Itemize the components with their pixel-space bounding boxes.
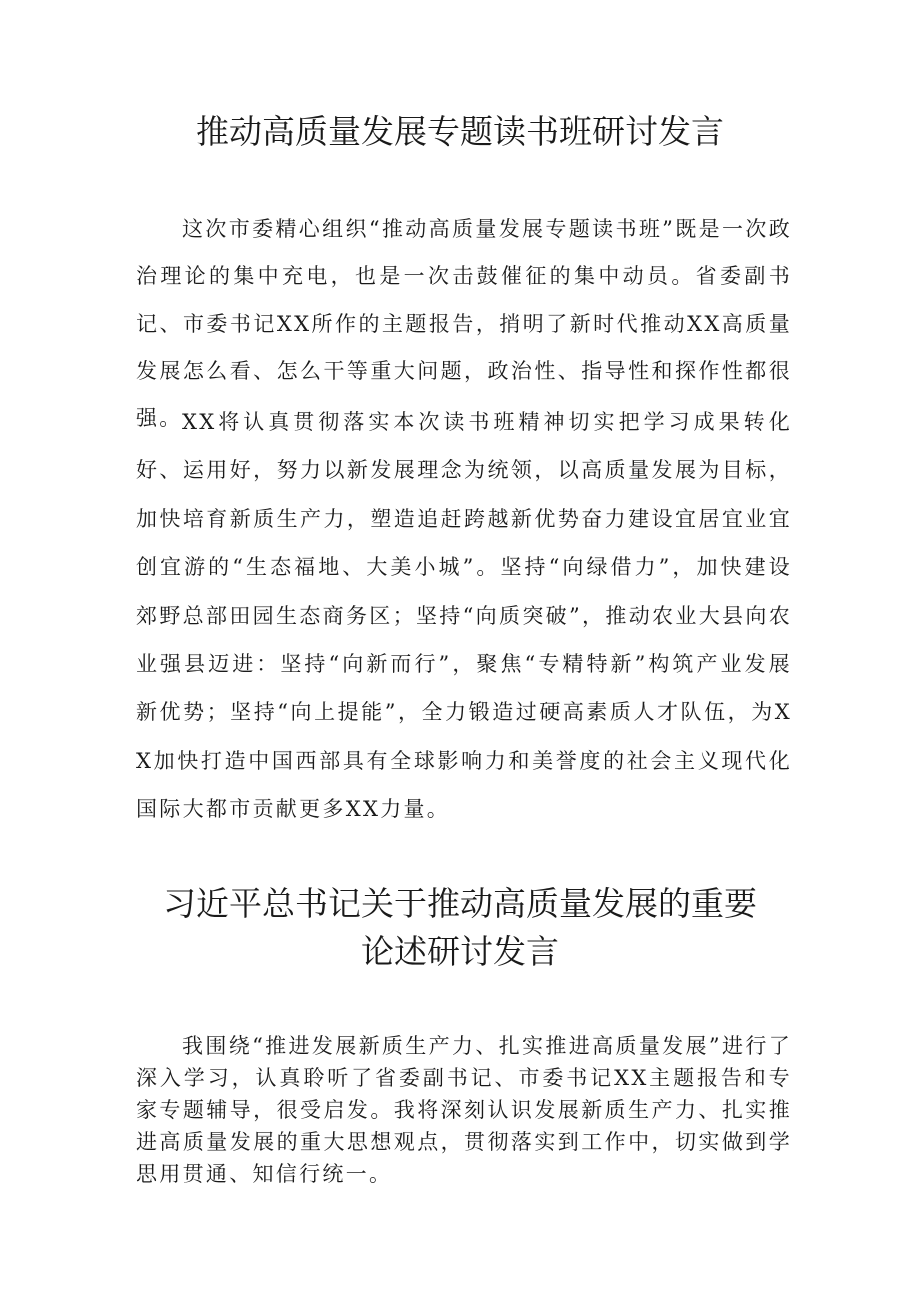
section1-paragraph-2: XX将认真贯彻落实本次读书班精神切实把学习成果转化好、运用好，努力以新发展理念为统领，以高质量发展为目标，加快培育新质生产力，塑造追赶跨越新优势奋力建设宜居宜业宜创宜游的“生态福地、大美小城”。坚持“向绿借力”，加快建设郊野总部田园生态商务区；坚持“向质突破”，推动农业大县向农业强县迈进：坚持“向新而行”，聚焦“专精特新”构筑产业发展新优势；坚持“向上提能”，全力锻造过硬高素质人才队伍，为XX加快打造中国西部具有全球影响力和美誉度的社会主义现代化国际大都市贡献更多XX力量。	[136, 410, 792, 822]
section2-title-line1: 习近平总书记关于推动高质量发展的重要	[163, 884, 757, 923]
section2-title	[120, 880, 800, 976]
section2-paragraph-1: 我围绕“推进发展新质生产力、扎实推进高质量发展”进行了深入学习，认真聆听了省委副书记、市委书记XX主题报告和专家专题辅导，很受启发。我将深刻认识发展新质生产力、扎实推进高质量发展的重大思想观点，贯彻落实到工作中，切实做到学思用贯通、知信行统一。	[136, 1034, 792, 1186]
section2-title-line2: 论述研讨发言	[361, 932, 559, 971]
section1-title: 推动高质量发展专题读书班研讨发言	[196, 112, 724, 151]
section1-paragraph-1: 这次市委精心组织“推动高质量发展专题读书班”既是一次政治理论的集中充电，也是一次击鼓催征的集中动员。省委副书记、市委书记XX所作的主题报告，捎明了新时代推动XX高质量发展怎么看、怎么干等重大问题，政治性、指导性和探作性都很强。	[136, 217, 792, 431]
